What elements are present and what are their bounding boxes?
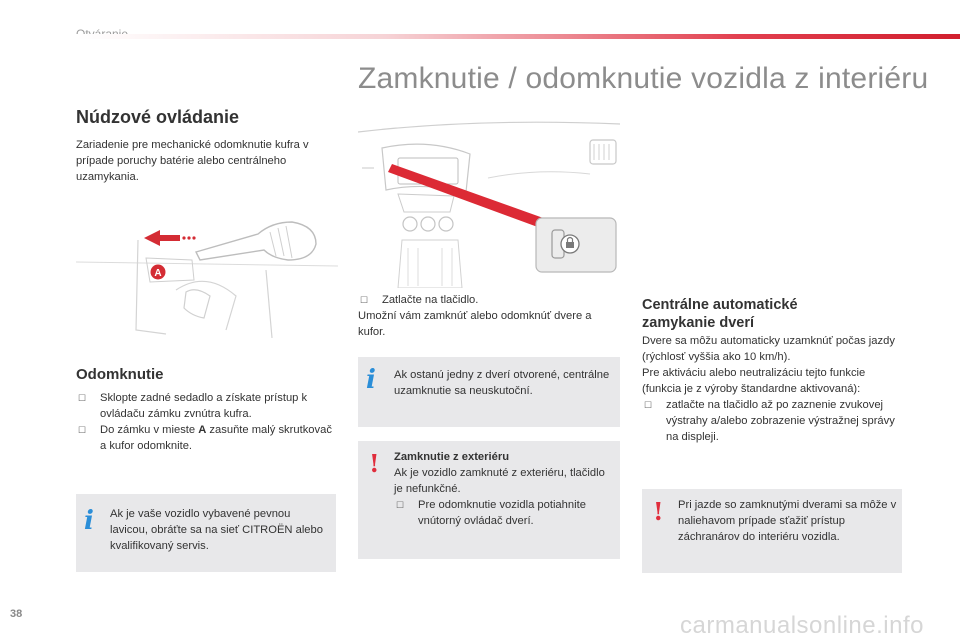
- warn-box-middle-item: ☐ Pre odomknutie vozidla potiahnite vnútorný ovládač dverí.: [394, 497, 614, 529]
- info-box-middle-text: Ak ostanú jedny z dverí otvorené, centrálne uzamknutie sa neuskutoční.: [394, 369, 610, 397]
- point-a-ref: A: [198, 424, 207, 436]
- warning-icon: !: [369, 449, 380, 478]
- trunk-lock-illustration: [76, 200, 338, 340]
- auto-lock-text-2: Pre aktiváciu alebo neutralizáciu tejto funkcie (funkcia je z výroby štandardne aktivovaná):: [642, 367, 866, 395]
- dashboard-button-illustration: [358, 108, 620, 288]
- emergency-title: Núdzové ovládanie: [76, 107, 240, 127]
- auto-lock-text-1: Dvere sa môžu automaticky uzamknúť počas jazdy (rýchlosť vyššia ako 10 km/h).: [642, 335, 895, 363]
- pull-arrow-icon: [144, 230, 180, 246]
- auto-lock-step: ☐ zatlačte na tlačidlo až po zaznenie zvukovej výstrahy a/alebo zobrazenie výstražnej správy na displeji.: [642, 397, 904, 445]
- press-step: ☐ Zatlačte na tlačidlo.: [358, 292, 620, 308]
- header-rule: [76, 34, 960, 39]
- info-icon: i: [366, 365, 376, 395]
- emergency-description: Zariadenie pre mechanické odomknutie kufra v prípade poruchy batérie alebo centrálneho uzamykania.: [76, 139, 309, 183]
- warn-box-right: [642, 489, 902, 573]
- info-box-left-text: Ak je vaše vozidlo vybavené pevnou lavicou, obráťte sa na sieť CITROËN alebo kvalifikovaný servis.: [110, 508, 323, 552]
- warn-box-right-text: Pri jazde so zamknutými dverami sa môže v naliehavom prípade sťažiť prístup záchranárov do interiéru vozidla.: [678, 499, 897, 543]
- warn-box-middle-title: Zamknutie z exteriéru: [394, 451, 510, 463]
- footer-watermark: carmanualsonline.info: [680, 612, 924, 639]
- auto-lock-title: Centrálne automatické zamykanie dverí: [642, 297, 798, 331]
- info-box-middle: [358, 357, 620, 427]
- point-a-label: A: [154, 268, 162, 279]
- press-list: [358, 292, 620, 308]
- unlock-list: [76, 390, 338, 454]
- page-title: Zamknutie / odomknutie vozidla z interiéru: [358, 62, 929, 95]
- press-description: Umožní vám zamknúť alebo odomknúť dvere a kufor.: [358, 310, 592, 338]
- warn-box-middle-text: Ak je vozidlo zamknuté z exteriéru, tlačidlo je nefunkčné.: [394, 467, 605, 495]
- warning-icon: !: [653, 497, 664, 526]
- unlock-title: Odomknutie: [76, 366, 164, 383]
- info-box-left: [76, 494, 336, 572]
- unlock-step-2: ☐ Do zámku v mieste A zasuňte malý skrutkovač a kufor odomknite.: [76, 422, 338, 454]
- auto-lock-list: [642, 397, 904, 445]
- warn-box-middle-list: [394, 497, 614, 529]
- page-number: 38: [10, 608, 23, 620]
- info-icon: i: [84, 506, 94, 536]
- warn-box-middle: [358, 441, 620, 559]
- unlock-step-1: ☐ Sklopte zadné sedadlo a získate prístup k ovládaču zámku zvnútra kufra.: [76, 390, 338, 422]
